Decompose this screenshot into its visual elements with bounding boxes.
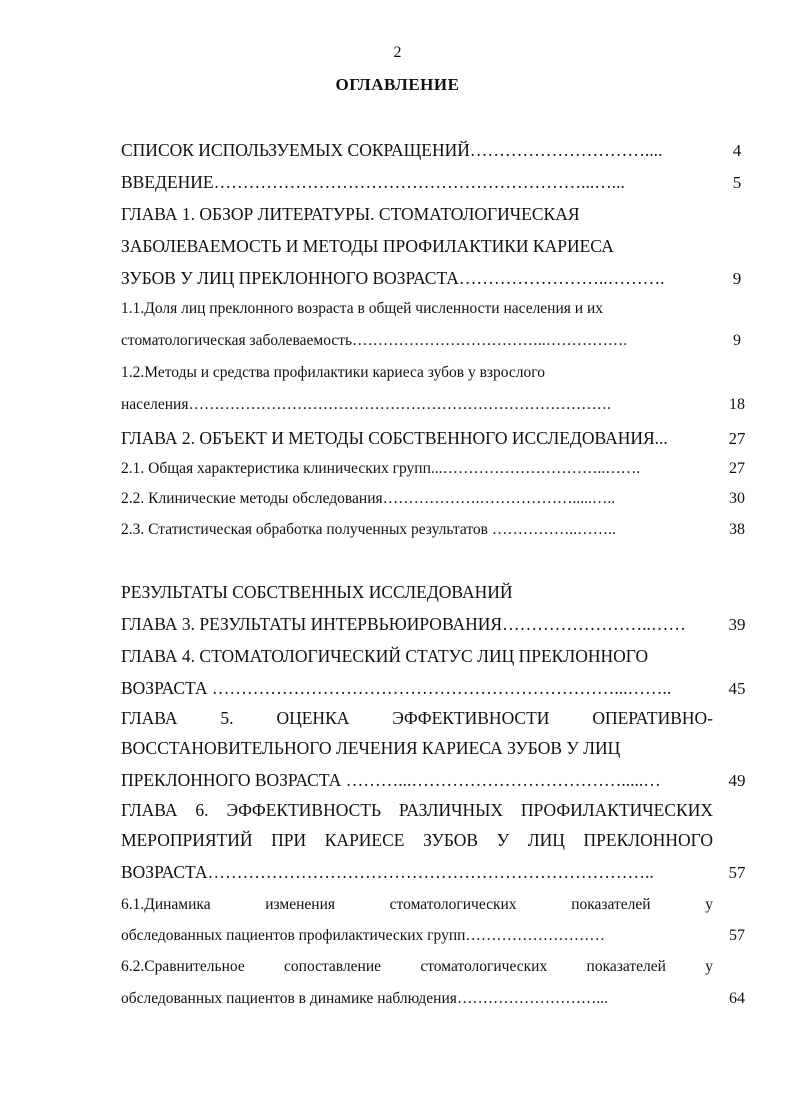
toc-entry-text: СПИСОК ИСПОЛЬЗУЕМЫХ СОКРАЩЕНИЙ…………………………....	[121, 140, 663, 160]
toc-entry-page: 57	[728, 863, 746, 882]
toc-entry-text: ПРЕКЛОННОГО ВОЗРАСТА ………...……………………………….....…	[121, 770, 661, 790]
toc-entry-text: ГЛАВА 6. ЭФФЕКТИВНОСТЬ РАЗЛИЧНЫХ ПРОФИЛАКТИЧЕСКИХ	[121, 800, 713, 820]
toc-entry-page: 5	[732, 173, 742, 192]
toc-entry-page: 9	[732, 269, 742, 288]
toc-entry-text: ЗУБОВ У ЛИЦ ПРЕКЛОННОГО ВОЗРАСТА……………………..……….	[121, 268, 665, 288]
toc-entry-text: стоматологическая заболеваемость………………………………..…………….	[121, 332, 628, 349]
toc-entry-page: 27	[729, 460, 745, 477]
toc-entry-text: ГЛАВА 2. ОБЪЕКТ И МЕТОДЫ СОБСТВЕННОГО ИССЛЕДОВАНИЯ...	[121, 428, 668, 448]
toc-entry-page: 30	[729, 490, 745, 507]
toc-entry-text: МЕРОПРИЯТИЙ ПРИ КАРИЕСЕ ЗУБОВ У ЛИЦ ПРЕКЛОННОГО	[121, 830, 713, 850]
toc-entry-text: ГЛАВА 3. РЕЗУЛЬТАТЫ ИНТЕРВЬЮИРОВАНИЯ……………………..……	[121, 614, 686, 634]
toc-entry-page: 57	[729, 927, 745, 944]
toc-entry-text: 1.1.Доля лиц преклонного возраста в общей численности населения и их	[121, 300, 603, 317]
toc-entry-text: ЗАБОЛЕВАЕМОСТЬ И МЕТОДЫ ПРОФИЛАКТИКИ КАРИЕСА	[121, 236, 614, 256]
toc-entry-text: ВОССТАНОВИТЕЛЬНОГО ЛЕЧЕНИЯ КАРИЕСА ЗУБОВ У ЛИЦ	[121, 738, 621, 758]
toc-entry-text: 1.2.Методы и средства профилактики кариеса зубов у взрослого	[121, 364, 546, 381]
toc-section-heading: РЕЗУЛЬТАТЫ СОБСТВЕННЫХ ИССЛЕДОВАНИЙ	[121, 582, 513, 602]
toc-entry-text: обследованных пациентов в динамике наблюдения………………………...	[121, 990, 609, 1007]
toc-entry-page: 45	[728, 679, 746, 698]
toc-entry-page: 49	[728, 771, 746, 790]
toc-entry-text: обследованных пациентов профилактических групп………………………	[121, 927, 605, 944]
toc-entry-text: ГЛАВА 5. ОЦЕНКА ЭФФЕКТИВНОСТИ ОПЕРАТИВНО-	[121, 708, 713, 728]
toc-entry-page: 39	[728, 615, 746, 634]
toc-entry-text: 2.2. Клинические методы обследования……………….……………….....…..	[121, 490, 616, 507]
toc-entry-text: ГЛАВА 1. ОБЗОР ЛИТЕРАТУРЫ. СТОМАТОЛОГИЧЕСКАЯ	[121, 204, 580, 224]
toc-entry-text: 6.2.Сравнительное сопоставление стоматологических показателей у	[121, 958, 713, 975]
page-title: ОГЛАВЛЕНИЕ	[335, 75, 460, 94]
toc-entry-text: населения……………………………………………………………………….	[121, 396, 611, 413]
toc-entry-text: 2.3. Статистическая обработка полученных результатов ……………..……..	[121, 521, 616, 538]
toc-entry-text: ВОЗРАСТА…………………………………………………………………..	[121, 862, 654, 882]
toc-entry-page: 64	[729, 990, 745, 1007]
page-number: 2	[393, 44, 402, 61]
toc-entry-page: 27	[728, 429, 746, 448]
toc-entry-text: 6.1.Динамика изменения стоматологических показателей у	[121, 896, 713, 913]
toc-entry-text: 2.1. Общая характеристика клинических групп...…………………………..…….	[121, 460, 641, 477]
toc-entry-page: 38	[729, 521, 745, 538]
toc-entry-page: 4	[732, 141, 742, 160]
toc-entry-text: ВВЕДЕНИЕ………………………………………………………...…...	[121, 172, 625, 192]
toc-entry-page: 9	[733, 332, 741, 349]
toc-entry-text: ВОЗРАСТА ……………………………………………………………...……..	[121, 678, 672, 698]
toc-entry-page: 18	[729, 396, 745, 413]
toc-entry-text: ГЛАВА 4. СТОМАТОЛОГИЧЕСКИЙ СТАТУС ЛИЦ ПРЕКЛОННОГО	[121, 646, 649, 666]
